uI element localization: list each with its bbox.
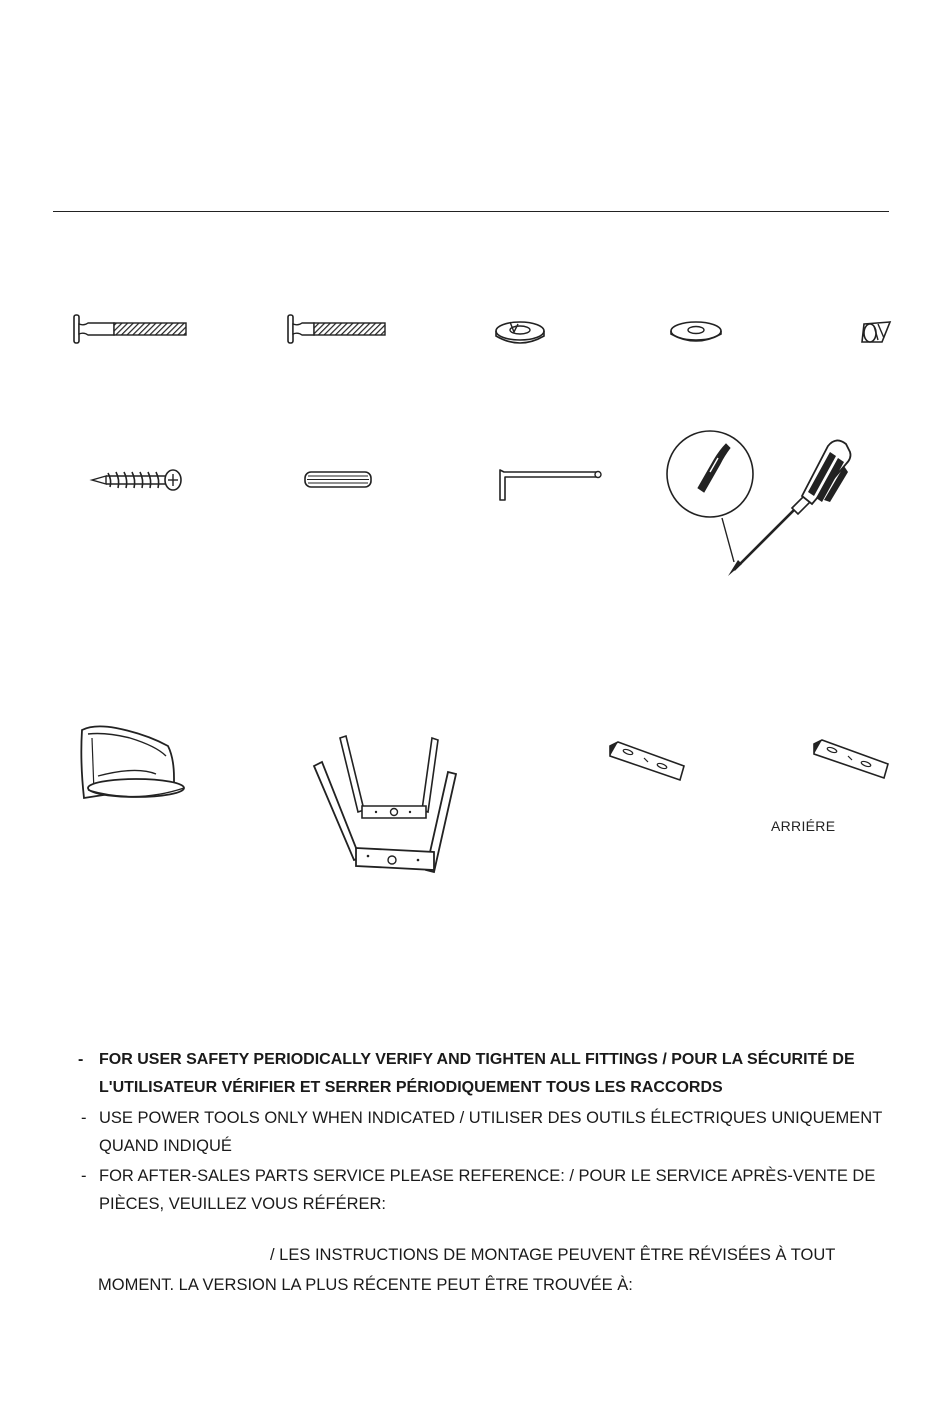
assembly-notes <box>78 1046 888 1220</box>
revision-note <box>98 1240 888 1300</box>
lock-washer-icon <box>492 318 548 348</box>
note-power-tools-text: USE POWER TOOLS ONLY WHEN INDICATED / UTILISER DES OUTILS ÉLECTRIQUES UNIQUEMENT QUAND INDIQUÉ <box>99 1109 882 1155</box>
seat-icon <box>76 722 188 808</box>
phillips-screwdriver-icon <box>664 430 860 580</box>
note-safety: - FOR USER SAFETY PERIODICALLY VERIFY AND TIGHTEN ALL FITTINGS / POUR LA SÉCURITÉ DE L'UTILISATEUR VÉRIFIER ET SERRER PÉRIODIQUEMENT TOUS LES RACCORDS <box>78 1051 855 1096</box>
wood-dowel-icon <box>302 468 374 492</box>
flat-washer-icon <box>668 318 724 348</box>
note-power-tools: - USE POWER TOOLS ONLY WHEN INDICATED / UTILISER DES OUTILS ÉLECTRIQUES UNIQUEMENT QUAND INDIQUÉ <box>81 1109 882 1155</box>
header-divider <box>53 211 889 212</box>
wood-screw-icon <box>88 465 188 495</box>
allen-key-icon <box>494 466 606 506</box>
note-safety-text: FOR USER SAFETY PERIODICALLY VERIFY AND TIGHTEN ALL FITTINGS / POUR LA SÉCURITÉ DE L'UTILISATEUR VÉRIFIER ET SERRER PÉRIODIQUEMENT TOUS LES RACCORDS <box>99 1051 855 1096</box>
note-after-sales: - FOR AFTER-SALES PARTS SERVICE PLEASE REFERENCE: / POUR LE SERVICE APRÈS-VENTE DE PIÈCES, VEUILLEZ VOUS RÉFÉRER: <box>81 1167 876 1213</box>
revision-note-line2: MOMENT. LA VERSION LA PLUS RÉCENTE PEUT ÊTRE TROUVÉE À: <box>98 1276 633 1294</box>
long-bolt-icon <box>70 312 190 348</box>
leg-frames-icon <box>310 732 460 876</box>
front-bracket-icon <box>604 740 686 786</box>
note-after-sales-text: FOR AFTER-SALES PARTS SERVICE PLEASE REFERENCE: / POUR LE SERVICE APRÈS-VENTE DE PIÈCES, VEUILLEZ VOUS RÉFÉRER: <box>99 1167 876 1213</box>
short-bolt-icon <box>284 312 394 348</box>
barrel-nut-icon <box>856 318 896 348</box>
back-bracket-icon <box>808 738 890 784</box>
revision-note-line1: / LES INSTRUCTIONS DE MONTAGE PEUVENT ÊTRE RÉVISÉES À TOUT <box>270 1246 836 1264</box>
back-bracket-label: ARRIÉRE <box>771 818 836 834</box>
